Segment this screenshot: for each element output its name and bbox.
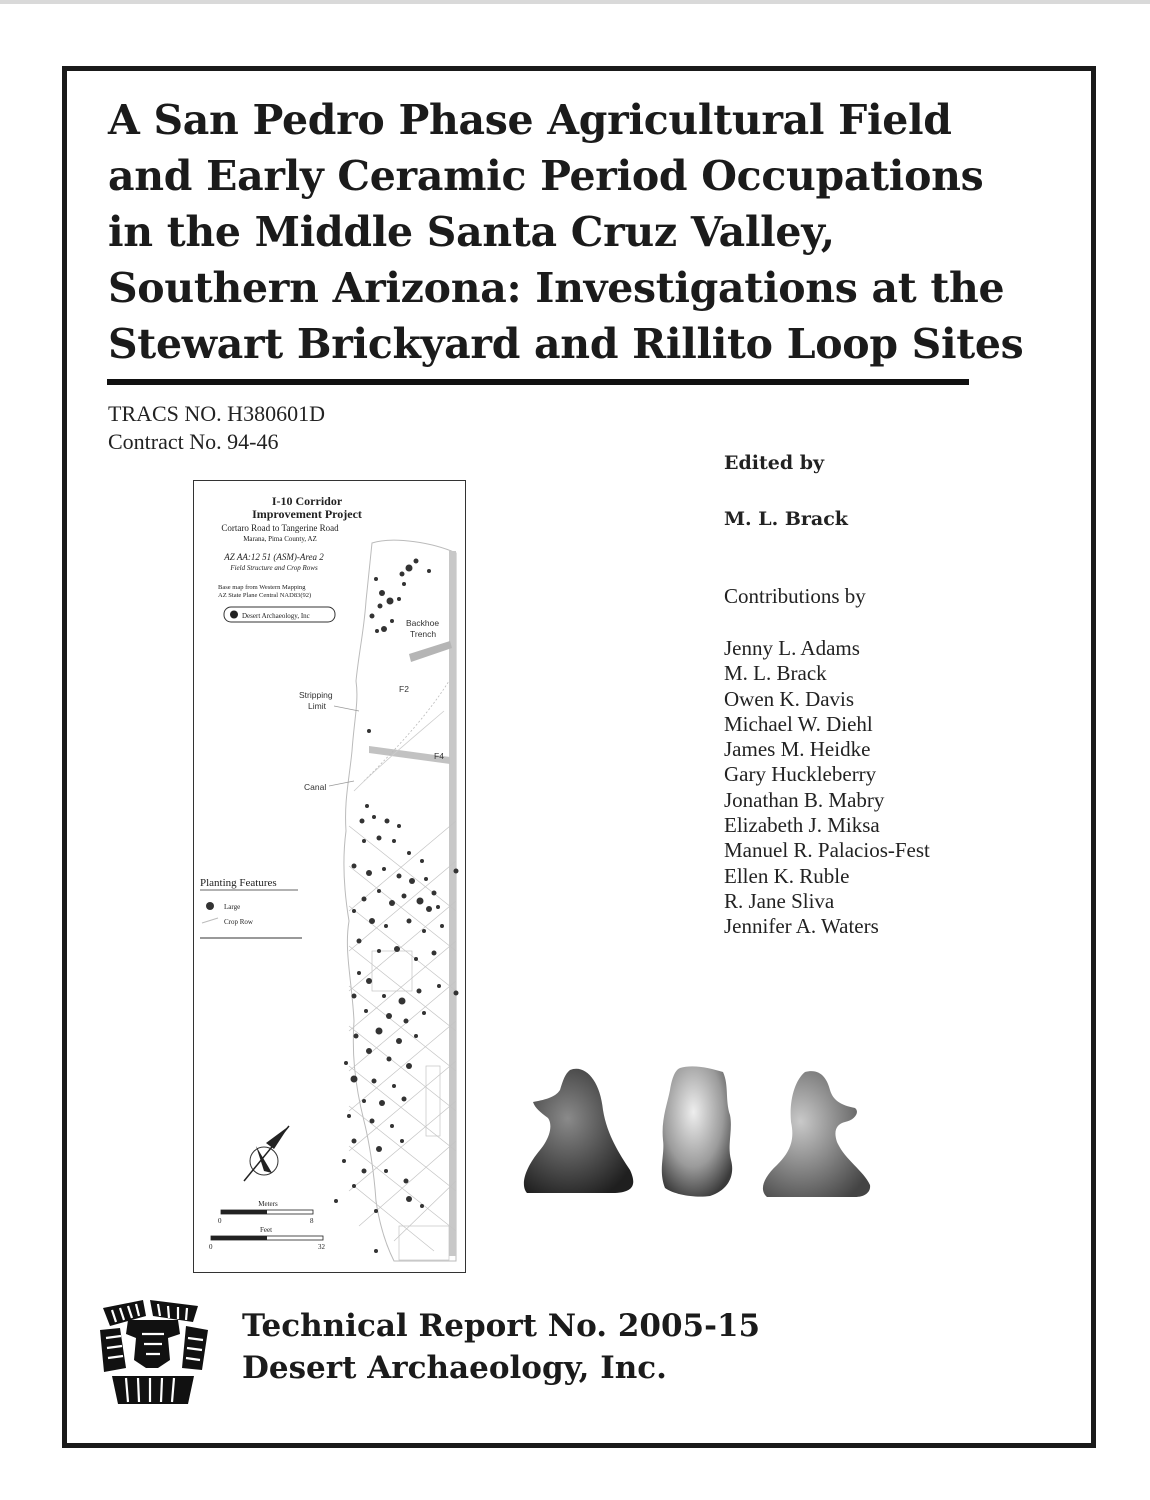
title-line: A San Pedro Phase Agricultural Field <box>108 96 952 144</box>
label-limit: Limit <box>308 701 326 711</box>
contributor: Jonathan B. Mabry <box>724 787 885 812</box>
contributor: James M. Heidke <box>724 737 871 762</box>
report-footer <box>242 1305 760 1389</box>
scan-edge <box>0 0 1150 4</box>
scale-feet-fill <box>211 1236 267 1240</box>
contributor: Owen K. Davis <box>724 686 855 711</box>
backhoe-trench <box>409 641 452 662</box>
title-rule <box>107 379 969 385</box>
artifact-photos <box>515 1060 885 1210</box>
map-project-title-1: I-10 Corridor <box>271 494 343 508</box>
map-base-2: AZ State Plane Central NAD83(92) <box>218 592 312 599</box>
desert-archaeology-logo <box>98 1298 210 1408</box>
publisher-name: Desert Archaeology, Inc. <box>242 1350 667 1386</box>
title-line: Southern Arizona: Investigations at the <box>108 264 1005 312</box>
map-project-sub-1: Cortaro Road to Tangerine Road <box>221 523 339 533</box>
edited-by-label: Edited by <box>724 452 825 474</box>
contributor: Jenny L. Adams <box>724 636 860 660</box>
contributor: Ellen K. Ruble <box>724 863 850 888</box>
map-project-title-2: Improvement Project <box>252 507 362 521</box>
map-project-sub-2: Marana, Pima County, AZ <box>243 535 317 543</box>
scale-meters-fill <box>221 1210 267 1214</box>
label-backhoe: Backhoe <box>406 618 440 628</box>
scale-feet-min: 0 <box>209 1243 213 1251</box>
legend-title: Planting Features <box>200 877 277 889</box>
contributor: Manuel R. Palacios-Fest <box>724 838 930 863</box>
site-map-graphic <box>194 481 465 1272</box>
contributor: Michael W. Diehl <box>724 711 873 736</box>
tracs-number: TRACS NO. H380601D <box>108 401 325 426</box>
contributor: M. L. Brack <box>724 661 827 686</box>
site-map <box>193 480 466 1273</box>
contributor: R. Jane Sliva <box>724 888 835 913</box>
scale-feet-max: 32 <box>318 1243 325 1251</box>
figurine-photo-right <box>763 1071 870 1197</box>
contributor: Elizabeth J. Miksa <box>724 813 880 838</box>
contract-info <box>108 400 325 456</box>
contributor: Gary Huckleberry <box>724 762 877 787</box>
scale-meters-max: 8 <box>310 1217 314 1225</box>
contract-number: Contract No. 94-46 <box>108 429 279 454</box>
canal-line <box>364 681 449 781</box>
scale-feet-label: Feet <box>259 1226 273 1234</box>
map-credit: Desert Archaeology, Inc <box>242 612 310 620</box>
legend-croprow-line <box>202 918 218 923</box>
figurine-photo-middle <box>662 1066 732 1196</box>
title-line: in the Middle Santa Cruz Valley, <box>108 208 835 256</box>
scale-meters-label: Meters <box>258 1200 278 1208</box>
label-trench: Trench <box>410 629 437 639</box>
report-title <box>108 92 1024 372</box>
north-arrow-icon <box>244 1126 289 1181</box>
label-canal: Canal <box>304 782 327 792</box>
label-f2: F2 <box>399 684 409 694</box>
map-base-1: Base map from Western Mapping <box>218 584 306 591</box>
scale-meters-min: 0 <box>218 1217 222 1225</box>
map-site-line-1: AZ AA:12 51 (ASM)-Area 2 <box>224 552 324 562</box>
editor-name: M. L. Brack <box>724 508 848 530</box>
contributor: Jennifer A. Waters <box>724 914 879 939</box>
stripping-leader <box>334 706 359 711</box>
contributions-label: Contributions by <box>724 584 866 608</box>
figurine-photo-left <box>524 1069 633 1193</box>
title-line: and Early Ceramic Period Occupations <box>108 152 984 200</box>
map-site-line-2: Field Structure and Crop Rows <box>230 564 318 572</box>
title-line: Stewart Brickyard and Rillito Loop Sites <box>108 320 1024 368</box>
credit-logo-icon <box>230 611 238 619</box>
crop-rows <box>349 821 456 1260</box>
contributor-list <box>724 636 930 940</box>
technical-report-number: Technical Report No. 2005-15 <box>242 1308 761 1344</box>
label-stripping: Stripping <box>299 690 333 700</box>
legend-large-dot <box>206 902 214 910</box>
label-f4: F4 <box>434 751 444 761</box>
legend-croprow: Crop Row <box>224 918 253 926</box>
legend-large: Large <box>224 903 241 911</box>
canal-leader <box>329 781 354 786</box>
